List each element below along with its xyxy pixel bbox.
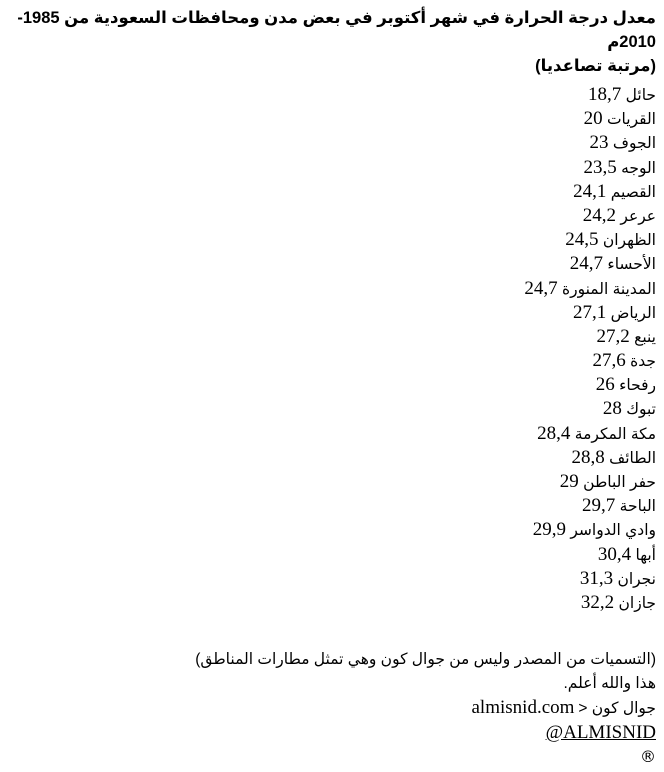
city-name: ينبع: [634, 328, 656, 346]
city-name: مكة المكرمة: [574, 425, 656, 443]
city-name: القصيم: [610, 183, 656, 201]
list-item: [36, 396, 656, 420]
city-name: الأحساء: [607, 256, 656, 274]
list-item: [36, 421, 656, 445]
city-name: حفر الباطن: [583, 474, 656, 491]
temperature-value: 31,3: [579, 567, 614, 589]
list-item: [36, 276, 656, 300]
source-line: [6, 696, 656, 720]
list-item: [36, 469, 656, 493]
city-name: رفحاء: [619, 377, 656, 395]
temperature-value: 30,4: [597, 543, 632, 565]
list-item: [36, 348, 656, 372]
source-arabic: جوال كون <: [578, 700, 656, 717]
temperature-value: 29: [559, 471, 579, 492]
city-name: الوجه: [621, 159, 656, 177]
footer-closing: هذا والله أعلم.: [563, 675, 656, 692]
city-name: الجوف: [612, 135, 656, 153]
source-website: almisnid.com: [471, 697, 575, 718]
temperature-value: 27,2: [596, 325, 630, 347]
list-item: [36, 106, 656, 130]
list-item: [36, 251, 656, 275]
footer-note: (التسميات من المصدر وليس من جوال كون وهي تمثل مطارات المناطق): [195, 651, 656, 668]
registered-mark: ®: [640, 747, 656, 766]
temperature-value: 27,6: [592, 350, 626, 372]
temperature-list: [36, 82, 656, 614]
list-item: [36, 590, 656, 614]
city-name: جدة: [630, 353, 656, 371]
city-name: نجران: [617, 570, 656, 588]
temperature-value: 28,8: [571, 446, 605, 468]
temperature-value: 24,1: [573, 180, 607, 202]
temperature-value: 24,5: [565, 229, 599, 251]
city-name: الطائف: [609, 449, 656, 467]
twitter-handle-link[interactable]: @ALMISNID: [545, 722, 656, 743]
temperature-value: 23,5: [583, 156, 617, 178]
city-name: تبوك: [626, 401, 656, 419]
temperature-value: 32,2: [580, 591, 615, 613]
temperature-value: 24,7: [569, 253, 604, 275]
temperature-value: 23: [589, 132, 609, 154]
temperature-value: 29,7: [582, 495, 616, 517]
temperature-value: 27,1: [573, 301, 607, 323]
city-name: أبها: [635, 546, 656, 564]
city-name: حائل: [625, 87, 656, 104]
list-item: [36, 227, 656, 251]
list-item: [36, 566, 656, 590]
temperature-value: 20: [583, 108, 603, 130]
city-name: الرياض: [610, 304, 656, 322]
list-item: [36, 130, 656, 154]
temperature-value: 29,9: [532, 519, 566, 541]
footer: [6, 648, 656, 768]
temperature-value: 28,4: [537, 422, 571, 444]
list-item: [36, 155, 656, 179]
document-title: [6, 6, 656, 78]
list-item: [36, 517, 656, 541]
title-line-2: (مرتبة تصاعديا): [535, 57, 656, 75]
list-item: [36, 300, 656, 324]
city-name: الظهران: [602, 232, 656, 250]
list-item: [36, 82, 656, 106]
temperature-value: 18,7: [588, 84, 622, 105]
list-item: [36, 324, 656, 348]
city-name: المدينة المنورة: [561, 280, 656, 298]
city-name: وادي الدواسر: [570, 522, 656, 540]
title-line-1: معدل درجة الحرارة في شهر أكتوبر في بعض مدن ومحافظات السعودية من 1985-2010م: [17, 9, 656, 51]
list-item: [36, 372, 656, 396]
list-item: [36, 179, 656, 203]
list-item: [36, 203, 656, 227]
temperature-value: 24,2: [582, 204, 617, 226]
temperature-value: 26: [595, 374, 615, 396]
list-item: [36, 542, 656, 566]
handle-line: [6, 720, 656, 746]
city-name: جازان: [618, 594, 656, 612]
city-name: الباحة: [619, 498, 656, 516]
temperature-value: 28: [602, 398, 622, 420]
temperature-value: 24,7: [524, 277, 558, 299]
list-item: [36, 493, 656, 517]
list-item: [36, 445, 656, 469]
city-name: عرعر: [620, 207, 656, 225]
city-name: القريات: [606, 111, 656, 129]
